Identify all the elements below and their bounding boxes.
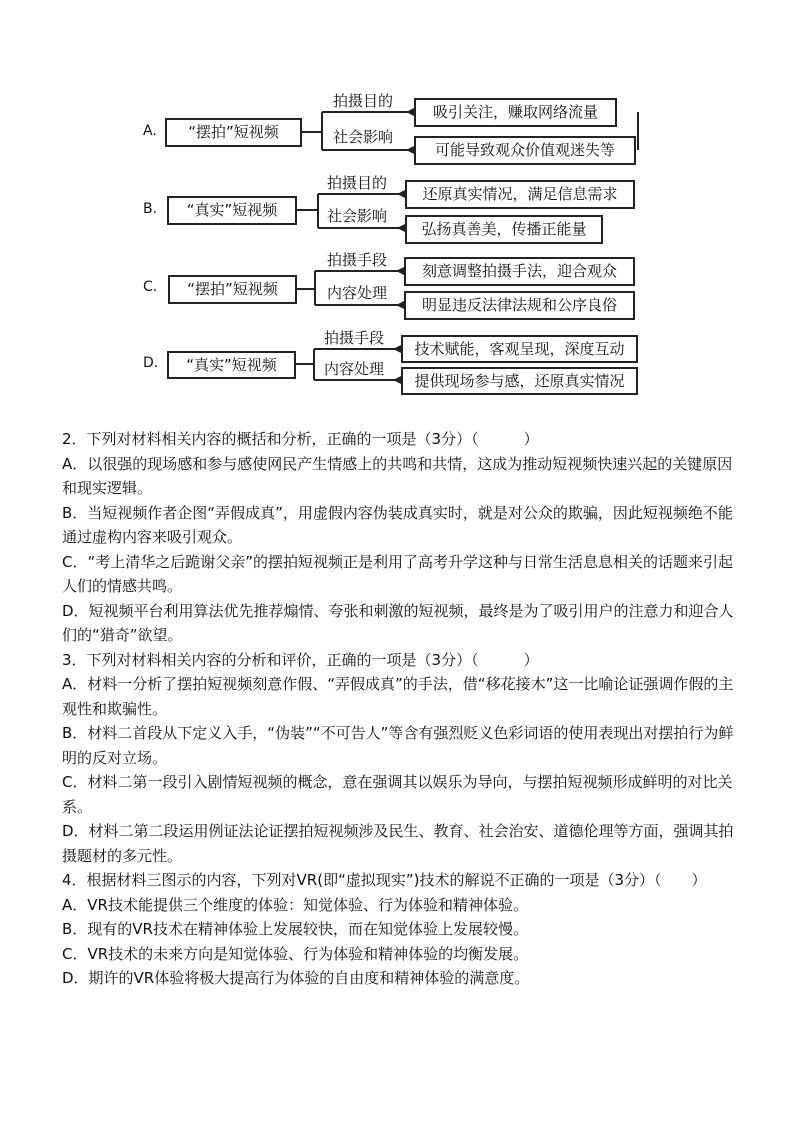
option-b-label-2: 社会影响 xyxy=(327,207,388,225)
option-b-letter: B. xyxy=(143,201,158,217)
option-d-box-1: 技术赋能，客观呈现，深度互动 xyxy=(401,335,638,363)
option-a-label-1: 拍摄目的 xyxy=(333,92,394,110)
option-a-box-2: 可能导致观众价值观迷失等 xyxy=(414,136,636,165)
option-d-box-2: 提供现场参与感，还原真实情况 xyxy=(401,367,638,395)
option-c-label-2: 内容处理 xyxy=(327,284,388,302)
option-d-label-2: 内容处理 xyxy=(324,360,385,378)
question-2-option-c: C．“考上清华之后跪谢父亲”的摆拍短视频正是利用了高考升学这种与日常生活息息相关的话题来引起人们的情感共鸣。 xyxy=(62,552,734,595)
option-a-main-box: “摆拍”短视频 xyxy=(165,118,302,147)
option-a-letter: A. xyxy=(143,123,157,139)
question-2-option-b: B．当短视频作者企图“弄假成真”，用虚假内容伪装成真实时，就是对公众的欺骗，因此短视频绝不能通过虚构内容来吸引观众。 xyxy=(62,503,733,546)
option-c-letter: C. xyxy=(143,279,158,295)
question-2-stem: 2．下列对材料相关内容的概括和分析，正确的一项是（3分）（ ） xyxy=(62,430,539,448)
option-c-box-2: 明显违反法律法规和公序良俗 xyxy=(404,291,635,320)
question-3-option-b: B．材料二首段从下定义入手，“伪装”“不可告人”等含有强烈贬义色彩词语的使用表现出对摆拍行为鲜明的反对立场。 xyxy=(62,724,734,767)
option-d-letter: D. xyxy=(143,355,159,371)
option-b-box-1: 还原真实情况，满足信息需求 xyxy=(405,180,635,209)
question-3-option-c: C．材料二第一段引入剧情短视频的概念，意在强调其以娱乐为导向，与摆拍短视频形成鲜明的对比关系。 xyxy=(62,773,733,816)
question-3-option-d: D．材料二第二段运用例证法论证摆拍短视频涉及民生、教育、社会治安、道德伦理等方面，强调其拍摄题材的多元性。 xyxy=(62,822,734,865)
question-2-option-d: D．短视频平台利用算法优先推荐煽情、夸张和刺激的短视频，最终是为了吸引用户的注意力和迎合人们的“猎奇”欲望。 xyxy=(62,601,734,644)
options-diagram xyxy=(0,0,794,420)
question-4-option-a: A．VR技术能提供三个维度的体验：知觉体验、行为体验和精神体验。 xyxy=(62,895,528,914)
question-4-option-b: B．现有的VR技术在精神体验上发展较快，而在知觉体验上发展较慢。 xyxy=(62,920,528,938)
question-4-option-d: D．期许的VR体验将极大提高行为体验的自由度和精神体验的满意度。 xyxy=(62,969,530,987)
question-2-option-a: A．以很强的现场感和参与感使网民产生情感上的共鸣和共情，这成为推动短视频快速兴起的关键原因和现实逻辑。 xyxy=(62,454,733,497)
option-c-box-1: 刻意调整拍摄手法，迎合观众 xyxy=(404,257,635,286)
question-3-option-a: A．材料一分析了摆拍短视频刻意作假、“弄假成真”的手法，借“移花接木”这一比喻论证强调作假的主观性和欺骗性。 xyxy=(62,675,734,718)
option-b-label-1: 拍摄目的 xyxy=(327,174,388,192)
option-d-main-box: “真实”短视频 xyxy=(167,351,296,379)
question-4-stem: 4．根据材料三图示的内容，下列对VR(即“虚拟现实”)技术的解说不正确的一项是（3分）（ ） xyxy=(62,871,707,889)
questions-section xyxy=(62,427,742,991)
question-3-stem: 3．下列对材料相关内容的分析和评价，正确的一项是（3分）（ ） xyxy=(62,650,539,669)
option-c-main-box: “摆拍”短视频 xyxy=(168,275,297,304)
connector-lines xyxy=(0,0,794,420)
option-c-label-1: 拍摄手段 xyxy=(327,251,388,269)
option-d-label-1: 拍摄手段 xyxy=(324,329,385,347)
option-b-box-2: 弘扬真善美，传播正能量 xyxy=(405,215,603,244)
option-b-main-box: “真实”短视频 xyxy=(167,196,297,225)
option-a-label-2: 社会影响 xyxy=(333,128,394,146)
option-a-box-1: 吸引关注，赚取网络流量 xyxy=(414,98,617,127)
question-4-option-c: C．VR技术的未来方向是知觉体验、行为体验和精神体验的均衡发展。 xyxy=(62,944,529,963)
